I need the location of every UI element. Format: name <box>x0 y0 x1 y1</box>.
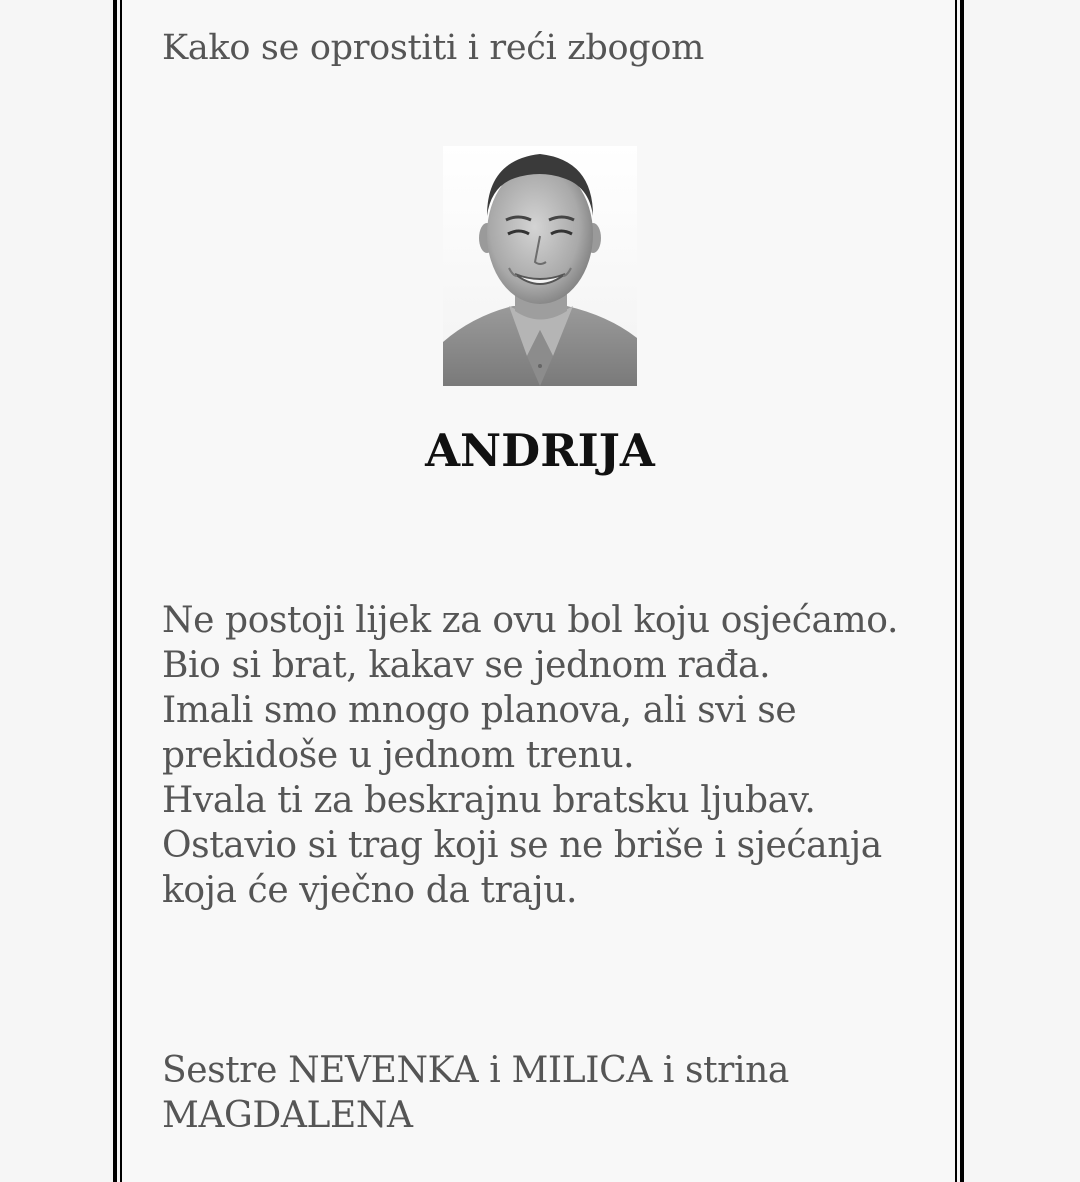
signature-block <box>162 1048 942 1138</box>
frame-inner-right-line <box>955 0 957 1182</box>
signature-line: MAGDALENA <box>162 1095 413 1136</box>
condolence-verse <box>162 598 942 913</box>
verse-line: Imali smo mnogo planova, ali svi se <box>162 690 797 731</box>
verse-line: Bio si brat, kakav se jednom rađa. <box>162 645 771 686</box>
verse-line: prekidoše u jednom trenu. <box>162 735 635 776</box>
deceased-name: ANDRIJA <box>425 424 655 477</box>
verse-line: Ostavio si trag koji se ne briše i sjećanja <box>162 825 882 866</box>
portrait-photo <box>443 146 637 386</box>
portrait-illustration <box>443 146 637 386</box>
verse-line: koja će vječno da traju. <box>162 870 578 911</box>
verse-line: Ne postoji lijek za ovu bol koju osjećamo. <box>162 600 898 641</box>
signature-line: Sestre NEVENKA i MILICA i strina <box>162 1050 789 1091</box>
obituary-header: Kako se oprostiti i reći zbogom <box>162 28 705 68</box>
verse-line: Hvala ti za beskrajnu bratsku ljubav. <box>162 780 816 821</box>
frame-outer-right-line <box>960 0 964 1182</box>
frame-outer-left-line <box>113 0 117 1182</box>
